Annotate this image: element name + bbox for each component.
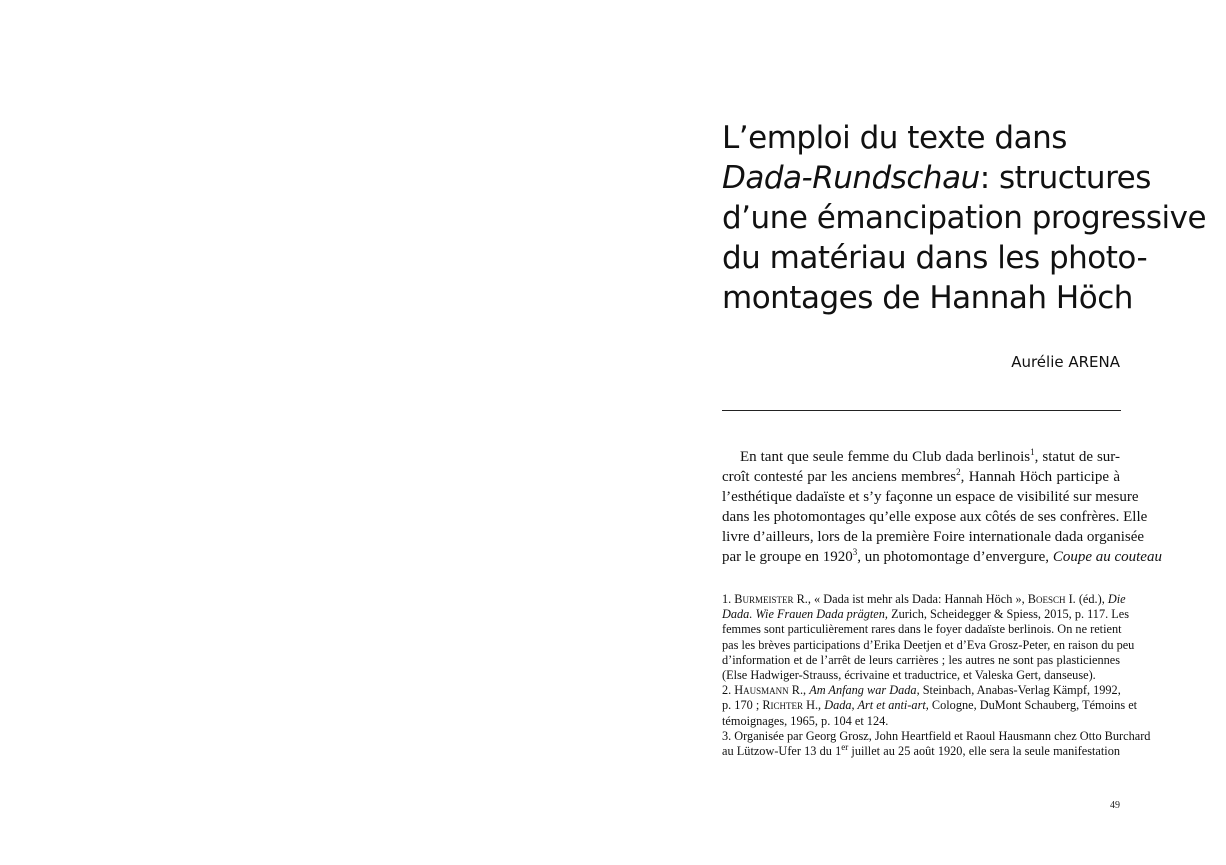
ordinal-suffix: er [841, 741, 849, 752]
body-text-segment: En tant que seule femme du Club dada berlinois [740, 449, 1031, 465]
footnote-text: R., « Dada ist mehr als Dada: Hannah Höch », [793, 592, 1028, 606]
footnote-3-line: 3. Organisée par Georg Grosz, John Heartfield et Raoul Hausmann chez Otto Burchard [722, 728, 1151, 743]
footnote-text: Zurich, Scheidegger & Spiess, 2015, p. 117. Les [888, 607, 1130, 622]
title-line-2-rest: : structures [979, 160, 1151, 196]
body-text-segment: , Hannah Höch participe à [960, 469, 1120, 485]
body-text-segment: , un photomontage d’envergure, [857, 549, 1053, 565]
title-journal-name: Dada-Rundschau [722, 160, 980, 196]
author-surname: Boesch [1027, 592, 1066, 606]
page-number: 49 [1110, 800, 1120, 811]
footnote-text: p. 170 ; [722, 698, 763, 713]
body-text-segment: , statut de sur- [1034, 449, 1121, 465]
body-line [722, 467, 1120, 487]
footnote-2-line [722, 698, 1138, 713]
book-title: Die [1107, 592, 1126, 606]
footnote-number: 2. [722, 683, 735, 698]
body-line: livre d’ailleurs, lors de la première Foire internationale dada organisée [722, 529, 1145, 545]
footnote-ref-1[interactable]: 1 [1030, 447, 1035, 457]
artwork-title: Coupe au couteau [1052, 549, 1162, 565]
body-text-segment: croît contesté par les anciens membres [722, 469, 957, 485]
footnote-1-line: (Else Hadwiger-Strauss, écrivaine et traductrice, et Valeska Gert, danseuse). [722, 668, 1096, 683]
footnote-text: I. (éd.), [1065, 592, 1108, 606]
footnote-2-line [722, 683, 1120, 698]
title-line-2 [722, 158, 1151, 198]
book-title: Dada, Art et anti-art, [824, 698, 929, 713]
article-title [722, 118, 1207, 318]
book-title: Am Anfang war Dada, [809, 683, 920, 698]
footnote-3-line [722, 741, 1120, 759]
footnote-text: au Lützow-Ufer 13 du 1 [722, 744, 842, 759]
footnote-1-line: pas les brèves participations d’Erika Deetjen et d’Eva Grosz-Peter, en raison du peu [722, 637, 1135, 652]
footnote-ref-2[interactable]: 2 [956, 467, 961, 477]
footnote-ref-3[interactable]: 3 [852, 547, 858, 557]
title-line-4: du matériau dans les photo- [722, 240, 1148, 276]
body-paragraph [722, 447, 1162, 567]
author-surname: Hausmann [734, 683, 789, 698]
body-line [722, 547, 1162, 567]
footnote-1-line [722, 592, 1126, 607]
footnote-text: juillet au 25 août 1920, elle sera la seule manifestation [848, 744, 1120, 759]
body-line: dans les photomontages qu’elle expose aux côtés de ses confrères. Elle [722, 509, 1148, 525]
footnote-1-line: femmes sont particulièrement rares dans le foyer dadaïste berlinois. On ne retient [722, 622, 1122, 637]
footnote-number: 1. [722, 592, 735, 606]
author-surname: Richter [762, 698, 804, 713]
footnote-text: Cologne, DuMont Schauberg, Témoins et [928, 698, 1138, 713]
footnote-text: Steinbach, Anabas-Verlag Kämpf, 1992, [919, 683, 1121, 698]
footnote-text: H., [803, 698, 825, 713]
footnotes [722, 592, 1151, 759]
author-surname: Burmeister [734, 592, 794, 606]
title-line-3: d’une émancipation progressive [722, 200, 1207, 236]
author-name: Aurélie ARENA [1011, 353, 1120, 371]
footnote-text: R., [788, 683, 810, 698]
book-title: Dada. Wie Frauen Dada prägten, [722, 607, 888, 622]
title-line-1: L’emploi du texte dans [722, 120, 1067, 156]
body-text-segment: par le groupe en 1920 [722, 549, 853, 565]
footnote-1-line: d’information et de l’arrêt de leurs carrières ; les autres ne sont pas plasticiennes [722, 652, 1120, 667]
title-divider [722, 410, 1121, 411]
title-line-5: montages de Hannah Höch [722, 280, 1133, 316]
body-line [722, 447, 1120, 467]
footnote-2-line: témoignages, 1965, p. 104 et 124. [722, 713, 889, 728]
footnote-1-line [722, 607, 1130, 622]
body-line: l’esthétique dadaïste et s’y façonne un espace de visibilité sur mesure [722, 489, 1139, 505]
